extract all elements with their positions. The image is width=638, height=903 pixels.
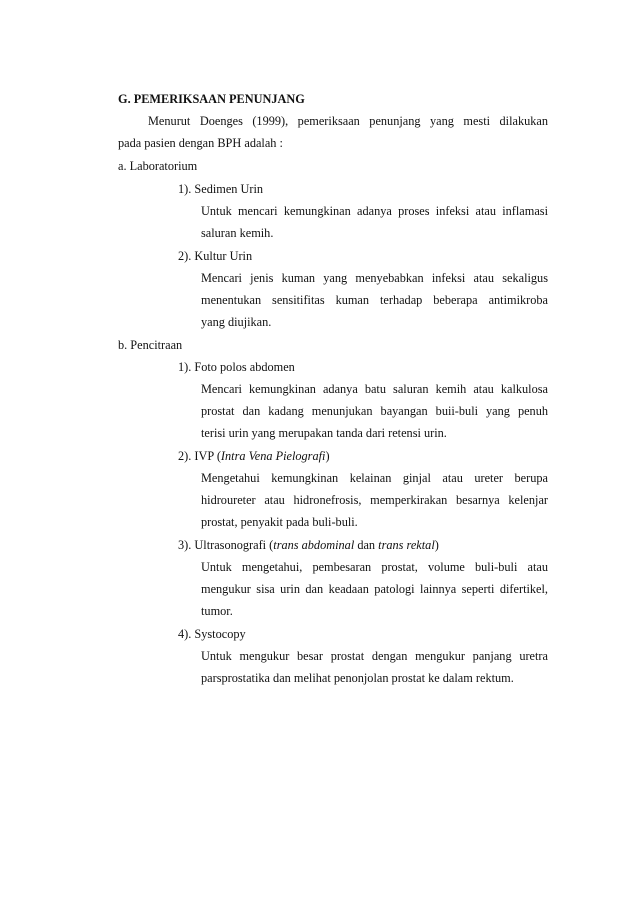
- intro-line-2: pada pasien dengan BPH adalah :: [118, 136, 283, 150]
- group-label-pencitraan: b. Pencitraan: [118, 338, 183, 352]
- item-title-italic: Intra Vena Pielografi: [220, 449, 326, 463]
- item-title-italic-2: trans rektal: [378, 538, 435, 552]
- item-line: prostat, penyakit pada buli-buli.: [201, 515, 358, 529]
- item-line: Untuk mengukur besar prostat dengan mengukur panjang uretra: [201, 649, 548, 663]
- item-line: saluran kemih.: [201, 226, 274, 240]
- item-line: prostat dan kadang menunjukan bayangan buii-buli yang penuh: [201, 404, 548, 418]
- group-label-laboratorium: a. Laboratorium: [118, 159, 198, 173]
- item-title-suffix: ): [434, 538, 439, 552]
- item-line: Untuk mengetahui, pembesaran prostat, volume buli-buli atau: [201, 560, 548, 574]
- item-line: hidroureter atau hidronefrosis, memperkirakan besarnya kelenjar: [201, 493, 548, 507]
- section-heading: G. PEMERIKSAAN PENUNJANG: [118, 92, 305, 106]
- item-title-suffix: ): [325, 449, 330, 463]
- item-title-ivp: [178, 445, 548, 467]
- item-line: yang diujikan.: [201, 315, 272, 329]
- item-title-sedimen-urin: 1). Sedimen Urin: [178, 182, 264, 196]
- item-line: menentukan sensitifitas kuman terhadap beberapa antimikroba: [201, 293, 548, 307]
- item-line: Mengetahui kemungkinan kelainan ginjal atau ureter berupa: [201, 471, 548, 485]
- item-title-foto-polos: 1). Foto polos abdomen: [178, 360, 295, 374]
- item-line: parsprostatika dan melihat penonjolan prostat ke dalam rektum.: [201, 671, 514, 685]
- item-line: mengukur sisa urin dan keadaan patologi lainnya seperti difertikel,: [201, 582, 548, 596]
- item-title-prefix: 3). Ultrasonografi (: [178, 538, 274, 552]
- item-line: Untuk mencari kemungkinan adanya proses infeksi atau inflamasi: [201, 204, 548, 218]
- item-line: terisi urin yang merupakan tanda dari retensi urin.: [201, 426, 447, 440]
- item-line: tumor.: [201, 604, 233, 618]
- item-title-ultrasonografi: [178, 534, 548, 556]
- item-title-italic: trans abdominal: [273, 538, 355, 552]
- item-title-prefix: 2). IVP (: [178, 449, 221, 463]
- item-title-mid: dan: [354, 538, 379, 552]
- item-title-kultur-urin: 2). Kultur Urin: [178, 249, 253, 263]
- intro-line-1: Menurut Doenges (1999), pemeriksaan penunjang yang mesti dilakukan: [148, 114, 548, 128]
- item-title-systocopy: 4). Systocopy: [178, 627, 246, 641]
- item-line: Mencari kemungkinan adanya batu saluran kemih atau kalkulosa: [201, 382, 548, 396]
- item-line: Mencari jenis kuman yang menyebabkan infeksi atau sekaligus: [201, 271, 548, 285]
